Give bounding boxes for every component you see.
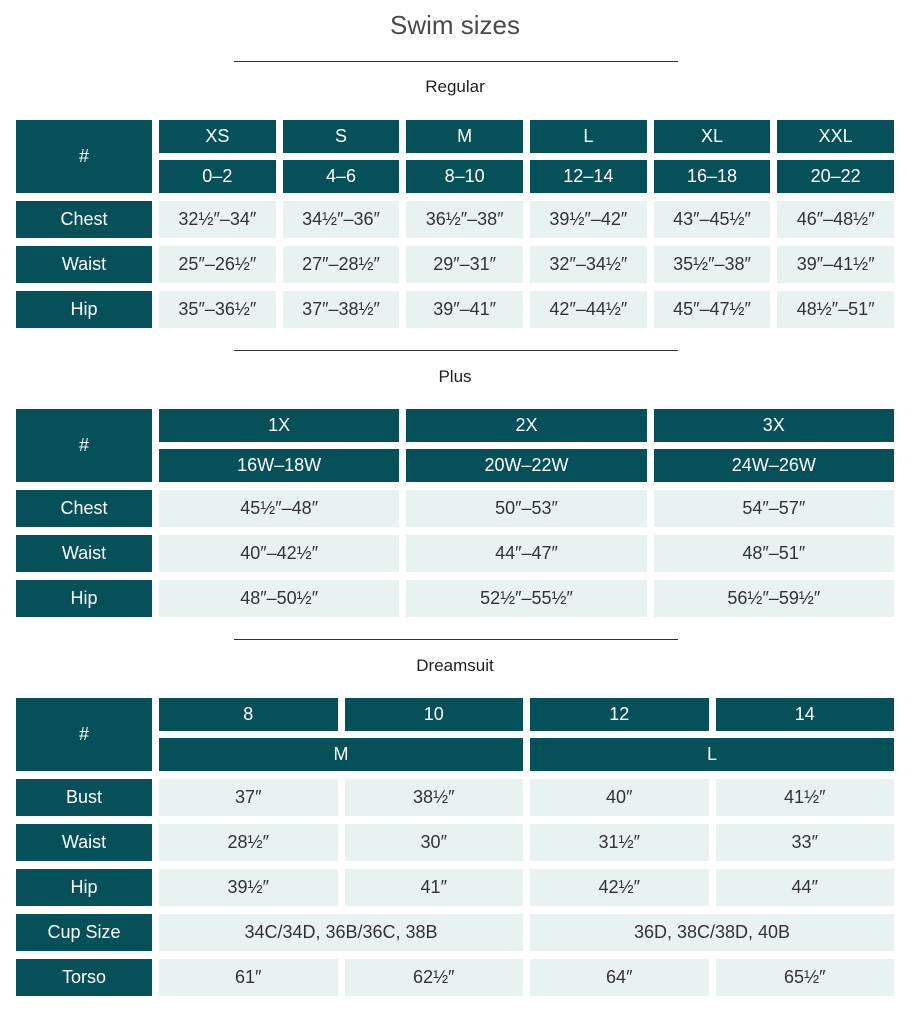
size-header: L xyxy=(530,120,647,153)
section-divider xyxy=(234,350,678,351)
size-letter-header: M xyxy=(159,738,523,771)
measurement-cell: 37″ xyxy=(159,779,338,816)
size-header: 3X xyxy=(654,409,894,442)
measurement-cell: 41″ xyxy=(345,869,524,906)
row-header: Cup Size xyxy=(16,914,152,951)
row-header: Hip xyxy=(16,580,152,617)
size-header: XS xyxy=(159,120,276,153)
measurement-cell: 54″–57″ xyxy=(654,490,894,527)
measurement-cell: 39″–41″ xyxy=(406,291,523,328)
section-divider xyxy=(234,639,678,640)
measurement-cell: 43″–45½″ xyxy=(654,201,771,238)
measurement-cell: 38½″ xyxy=(345,779,524,816)
measurement-cell: 65½″ xyxy=(716,959,895,996)
measurement-cell: 50″–53″ xyxy=(406,490,646,527)
measurement-cell: 35½″–38″ xyxy=(654,246,771,283)
plus-section-title: Plus xyxy=(438,367,472,386)
size-number-header: 8–10 xyxy=(406,160,523,193)
measurement-cell: 30″ xyxy=(345,824,524,861)
corner-header: # xyxy=(16,409,152,482)
size-number-header: 14 xyxy=(716,698,895,731)
measurement-cell: 64″ xyxy=(530,959,709,996)
size-number-header: 24W–26W xyxy=(654,449,894,482)
size-letter-header: L xyxy=(530,738,894,771)
measurement-cell: 39½″ xyxy=(159,869,338,906)
size-number-header: 20–22 xyxy=(777,160,894,193)
size-number-header: 20W–22W xyxy=(406,449,646,482)
size-number-header: 10 xyxy=(345,698,524,731)
size-header: 2X xyxy=(406,409,646,442)
size-number-header: 16W–18W xyxy=(159,449,399,482)
measurement-cell: 48½″–51″ xyxy=(777,291,894,328)
size-header: M xyxy=(406,120,523,153)
row-header: Hip xyxy=(16,869,152,906)
measurement-cell: 32½″–34″ xyxy=(159,201,276,238)
measurement-cell: 39½″–42″ xyxy=(530,201,647,238)
section-divider xyxy=(234,61,678,62)
measurement-cell: 61″ xyxy=(159,959,338,996)
size-number-header: 4–6 xyxy=(283,160,400,193)
measurement-cell: 42½″ xyxy=(530,869,709,906)
measurement-cell: 37″–38½″ xyxy=(283,291,400,328)
size-header: 1X xyxy=(159,409,399,442)
measurement-cell: 45″–47½″ xyxy=(654,291,771,328)
measurement-cell: 52½″–55½″ xyxy=(406,580,646,617)
measurement-cell: 44″–47″ xyxy=(406,535,646,572)
measurement-cell: 31½″ xyxy=(530,824,709,861)
measurement-cell: 36½″–38″ xyxy=(406,201,523,238)
row-header: Waist xyxy=(16,824,152,861)
measurement-cell: 40″–42½″ xyxy=(159,535,399,572)
size-number-header: 0–2 xyxy=(159,160,276,193)
size-header: XXL xyxy=(777,120,894,153)
corner-header: # xyxy=(16,698,152,771)
measurement-cell: 33″ xyxy=(716,824,895,861)
corner-header: # xyxy=(16,120,152,193)
measurement-cell: 29″–31″ xyxy=(406,246,523,283)
measurement-cell: 62½″ xyxy=(345,959,524,996)
size-number-header: 12 xyxy=(530,698,709,731)
row-header: Bust xyxy=(16,779,152,816)
measurement-cell: 46″–48½″ xyxy=(777,201,894,238)
measurement-cell: 28½″ xyxy=(159,824,338,861)
size-number-header: 8 xyxy=(159,698,338,731)
measurement-cell: 27″–28½″ xyxy=(283,246,400,283)
measurement-cell: 48″–50½″ xyxy=(159,580,399,617)
measurement-cell: 44″ xyxy=(716,869,895,906)
measurement-cell: 34½″–36″ xyxy=(283,201,400,238)
size-header: S xyxy=(283,120,400,153)
measurement-cell: 35″–36½″ xyxy=(159,291,276,328)
row-header: Chest xyxy=(16,490,152,527)
measurement-cell: 34C/34D, 36B/36C, 38B xyxy=(159,914,523,951)
row-header: Hip xyxy=(16,291,152,328)
measurement-cell: 25″–26½″ xyxy=(159,246,276,283)
measurement-cell: 48″–51″ xyxy=(654,535,894,572)
row-header: Torso xyxy=(16,959,152,996)
measurement-cell: 39″–41½″ xyxy=(777,246,894,283)
measurement-cell: 40″ xyxy=(530,779,709,816)
size-number-header: 16–18 xyxy=(654,160,771,193)
measurement-cell: 41½″ xyxy=(716,779,895,816)
measurement-cell: 42″–44½″ xyxy=(530,291,647,328)
row-header: Waist xyxy=(16,246,152,283)
size-header: XL xyxy=(654,120,771,153)
row-header: Chest xyxy=(16,201,152,238)
measurement-cell: 32″–34½″ xyxy=(530,246,647,283)
measurement-cell: 36D, 38C/38D, 40B xyxy=(530,914,894,951)
page-title: Swim sizes xyxy=(389,10,520,40)
measurement-cell: 56½″–59½″ xyxy=(654,580,894,617)
dreamsuit-section-title: Dreamsuit xyxy=(416,656,494,675)
measurement-cell: 45½″–48″ xyxy=(159,490,399,527)
size-number-header: 12–14 xyxy=(530,160,647,193)
row-header: Waist xyxy=(16,535,152,572)
regular-section-title: Regular xyxy=(425,77,485,96)
